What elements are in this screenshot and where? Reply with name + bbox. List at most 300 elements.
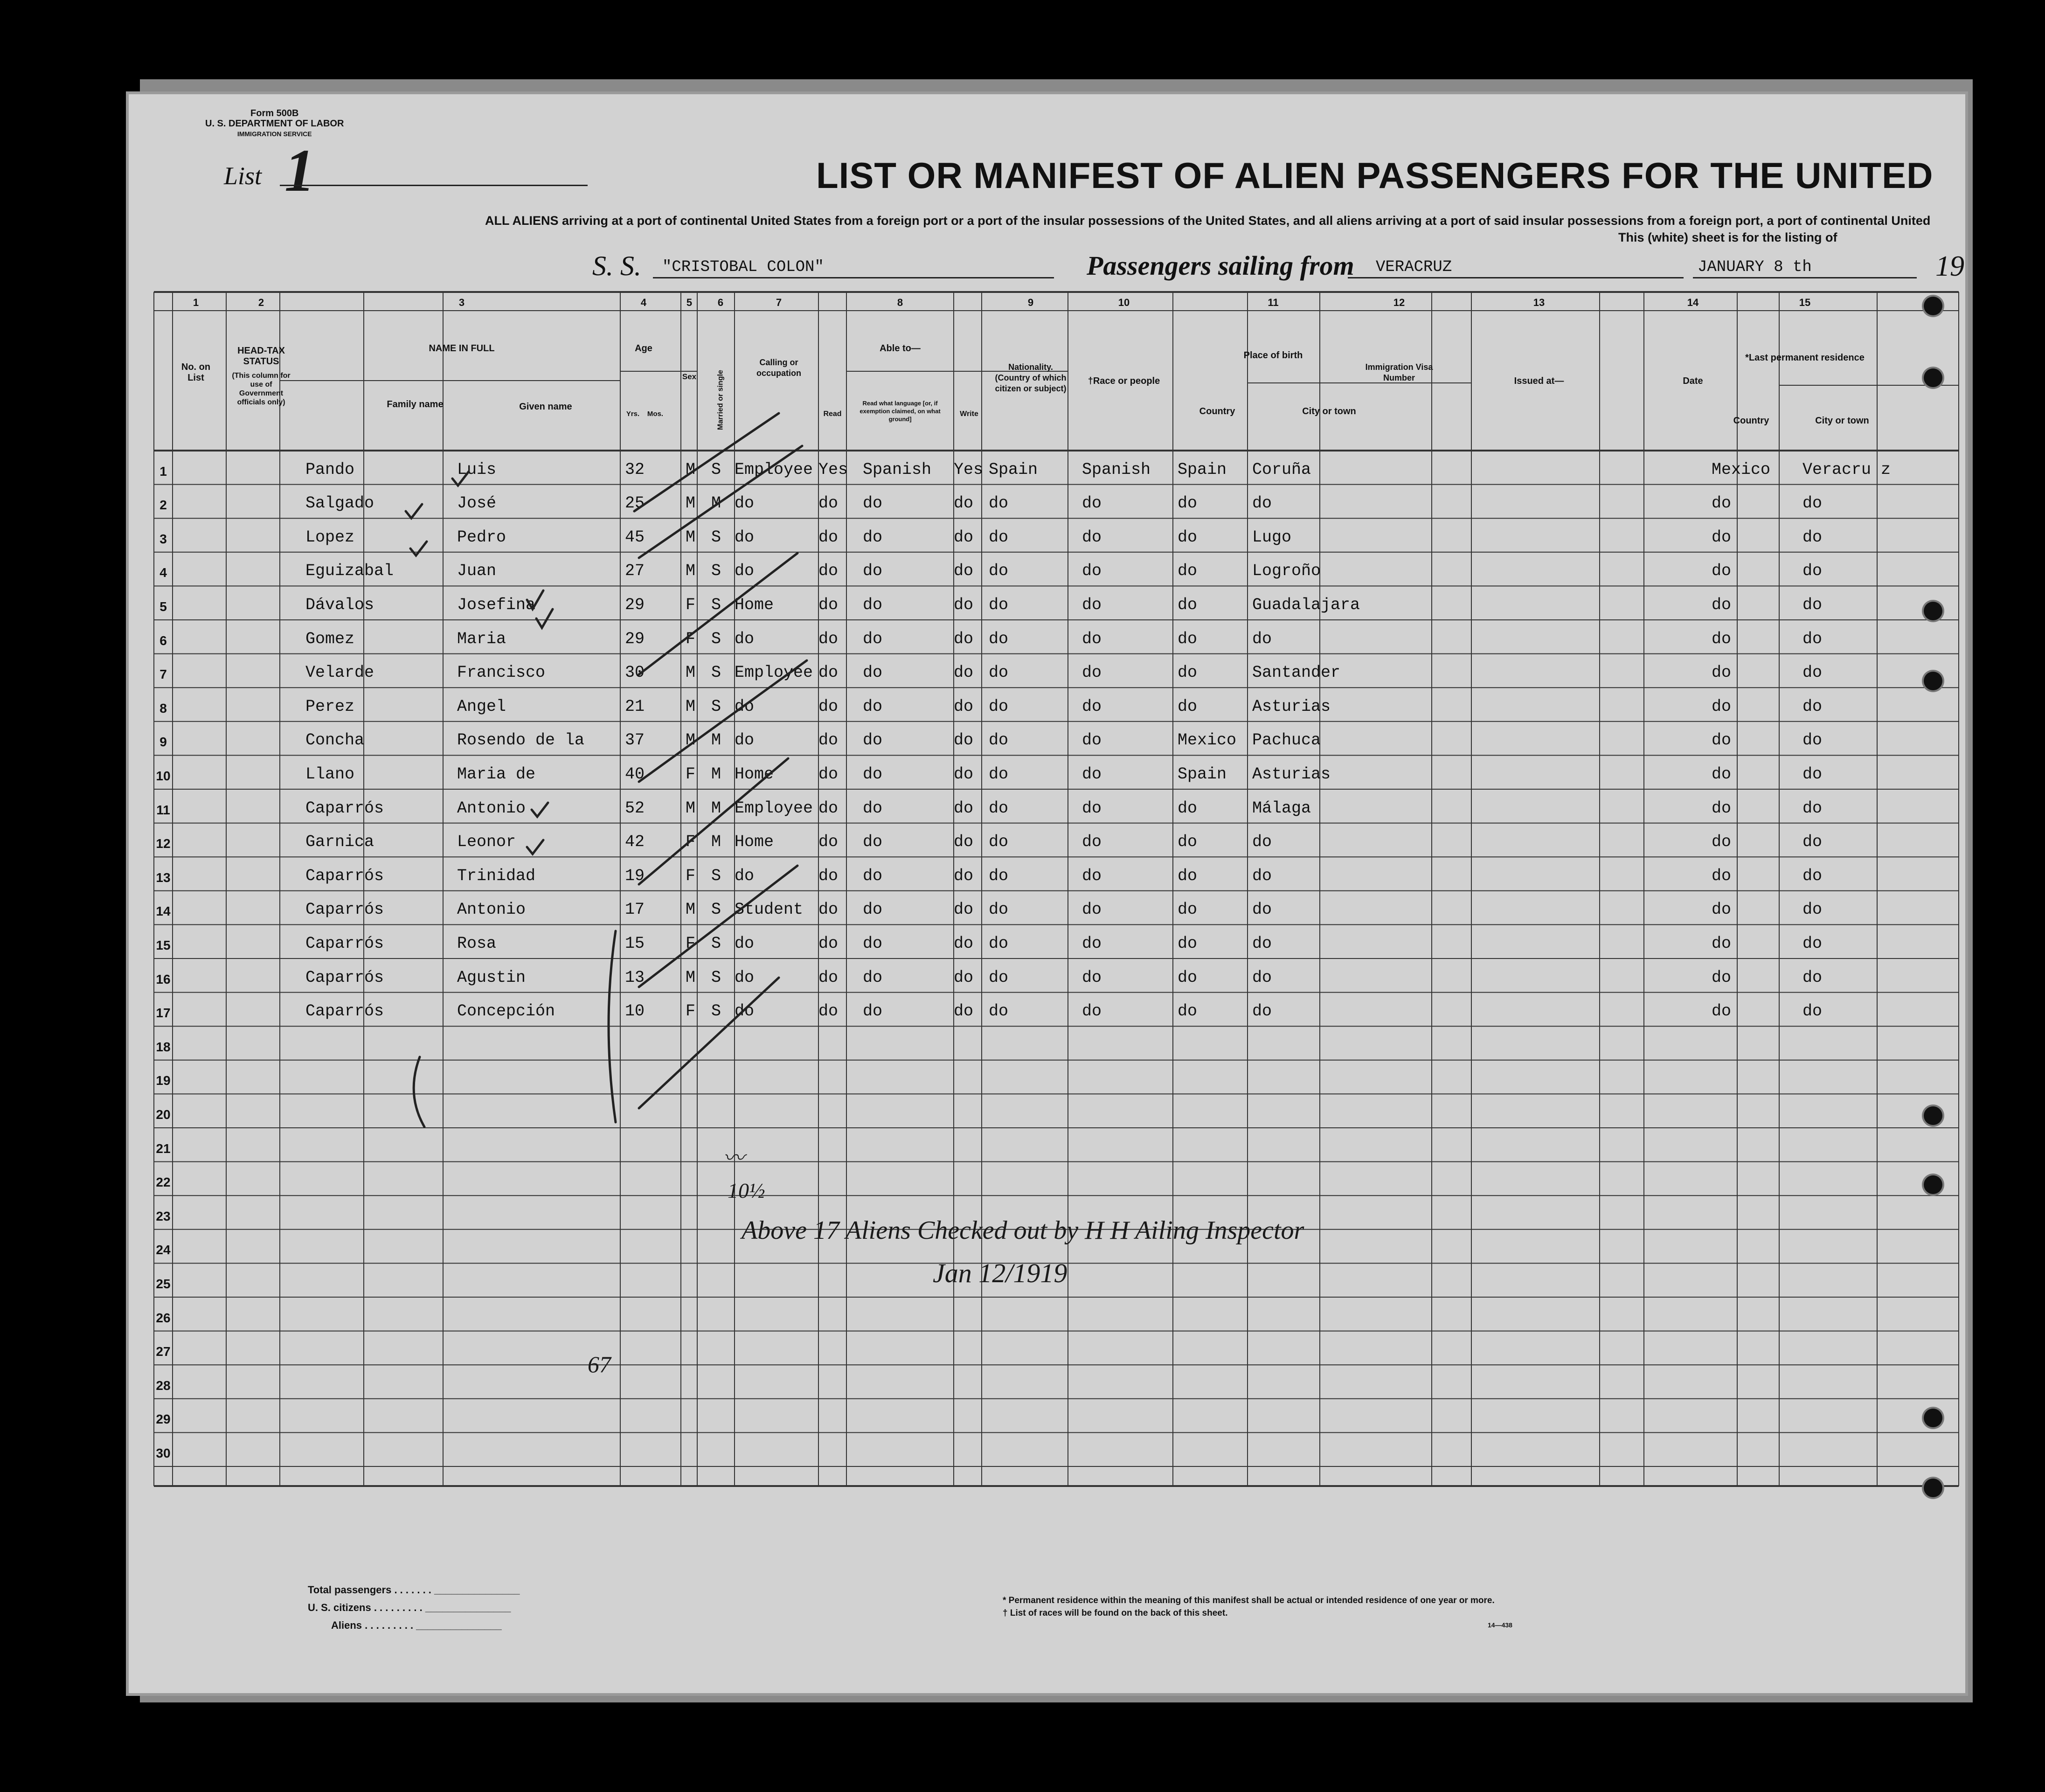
- passenger-birth-city: Logroño: [1252, 562, 1321, 581]
- passenger-language: do: [863, 866, 883, 885]
- row-number: 15: [156, 938, 171, 952]
- list-number: 1: [284, 137, 315, 204]
- passenger-occupation: Student: [735, 900, 804, 919]
- row-number: 11: [156, 802, 170, 817]
- passenger-write: do: [954, 528, 974, 547]
- row-number: 28: [156, 1378, 171, 1393]
- departure-port: VERACRUZ: [1376, 258, 1452, 276]
- passenger-nationality: do: [989, 596, 1009, 614]
- passenger-nationality: do: [989, 833, 1009, 852]
- passenger-write: do: [954, 765, 974, 784]
- sailing-label: Passengers sailing from: [1087, 250, 1354, 281]
- header-age: Age: [635, 343, 652, 354]
- passenger-race: do: [1082, 866, 1102, 885]
- row-number: 12: [156, 836, 171, 851]
- passenger-age: 30: [625, 663, 645, 682]
- aliens-label: Aliens: [331, 1619, 362, 1631]
- passenger-language: do: [863, 697, 883, 716]
- passenger-family: Gomez: [305, 629, 355, 648]
- passenger-nationality: do: [989, 968, 1009, 987]
- passenger-marital: S: [711, 460, 721, 479]
- passenger-birth-country: do: [1178, 629, 1198, 648]
- row-number: 18: [156, 1039, 171, 1054]
- passenger-birth-country: do: [1178, 866, 1198, 885]
- passenger-race: do: [1082, 528, 1102, 547]
- passenger-res-country: do: [1712, 900, 1732, 919]
- row-number: 3: [159, 531, 167, 546]
- row-number: 5: [159, 599, 167, 614]
- checkmark-stroke: [639, 866, 797, 987]
- passenger-given: Pedro: [457, 528, 506, 547]
- passenger-birth-country: do: [1178, 596, 1198, 614]
- header-last-residence: *Last permanent residence: [1745, 353, 1865, 363]
- passenger-age: 45: [625, 528, 645, 547]
- col-number-14: 14: [1687, 297, 1699, 308]
- passenger-race: do: [1082, 765, 1102, 784]
- handwritten-checkmarks: [126, 91, 1968, 1696]
- passenger-given: Luis: [457, 460, 497, 479]
- passenger-nationality: do: [989, 562, 1009, 581]
- passenger-race: do: [1082, 799, 1102, 818]
- passenger-age: 40: [625, 765, 645, 784]
- passenger-birth-city: do: [1252, 494, 1272, 513]
- passenger-language: do: [863, 596, 883, 614]
- passenger-family: Caparrós: [305, 900, 384, 919]
- header-date: Date: [1683, 376, 1703, 386]
- passenger-race: do: [1082, 900, 1102, 919]
- passenger-marital: M: [711, 494, 721, 513]
- row-number: 19: [156, 1073, 171, 1088]
- passenger-res-city: do: [1802, 833, 1823, 852]
- passenger-nationality: do: [989, 629, 1009, 648]
- passenger-marital: S: [711, 1002, 721, 1021]
- passenger-nationality: do: [989, 900, 1009, 919]
- header-residence-country: Country: [1733, 416, 1769, 426]
- header-given-name: Given name: [519, 402, 572, 412]
- passenger-sex: F: [686, 1002, 696, 1021]
- passenger-sex: M: [686, 799, 696, 818]
- bracket-stroke: [609, 931, 616, 1122]
- ship-name: "CRISTOBAL COLON": [662, 258, 824, 276]
- passenger-birth-country: do: [1178, 799, 1198, 818]
- passenger-language: do: [863, 799, 883, 818]
- passenger-read: do: [818, 765, 839, 784]
- passenger-sex: M: [686, 968, 696, 987]
- passenger-nationality: do: [989, 663, 1009, 682]
- passenger-occupation: Employee: [735, 663, 813, 682]
- passenger-marital: M: [711, 833, 721, 852]
- passenger-res-country: Mexico: [1712, 460, 1771, 479]
- passenger-marital: M: [711, 799, 721, 818]
- binder-hole-icon: [1924, 1175, 1942, 1194]
- row-number: 4: [159, 565, 167, 580]
- passenger-marital: S: [711, 900, 721, 919]
- passenger-given: Leonor: [457, 833, 516, 852]
- passenger-read: do: [818, 968, 839, 987]
- passenger-res-country: do: [1712, 596, 1732, 614]
- passenger-family: Lopez: [305, 528, 355, 547]
- passenger-res-city: do: [1802, 697, 1823, 716]
- passenger-birth-country: Spain: [1178, 765, 1227, 784]
- passenger-sex: F: [686, 934, 696, 953]
- passenger-marital: S: [711, 697, 721, 716]
- passenger-res-city: do: [1802, 731, 1823, 750]
- row-number: 21: [156, 1141, 171, 1156]
- row-number: 2: [159, 498, 167, 513]
- passenger-write: do: [954, 562, 974, 581]
- passenger-family: Salgado: [305, 494, 374, 513]
- handwritten-inspector-note: Above 17 Aliens Checked out by H H Ailing Inspector: [742, 1216, 1304, 1245]
- row-number: 8: [159, 701, 167, 715]
- passenger-birth-city: Coruña: [1252, 460, 1311, 479]
- passenger-res-city: do: [1802, 765, 1823, 784]
- binder-hole-icon: [1924, 1106, 1942, 1125]
- checkmark-stroke: [634, 413, 779, 511]
- passenger-read: do: [818, 866, 839, 885]
- row-number: 9: [159, 735, 167, 750]
- header-sex: Sex: [682, 372, 697, 381]
- passenger-res-country: do: [1712, 562, 1732, 581]
- header-issued-at: Issued at—: [1514, 376, 1564, 386]
- passenger-marital: S: [711, 663, 721, 682]
- passenger-nationality: do: [989, 765, 1009, 784]
- header-yrs: Yrs.: [626, 410, 640, 418]
- passenger-birth-city: do: [1252, 1002, 1272, 1021]
- col-number-13: 13: [1533, 297, 1545, 308]
- passenger-occupation: do: [735, 934, 755, 953]
- col-number-4: 4: [640, 297, 647, 308]
- bracket-stroke: [414, 1057, 424, 1127]
- passenger-sex: F: [686, 765, 696, 784]
- passenger-age: 17: [625, 900, 645, 919]
- passenger-birth-country: do: [1178, 528, 1198, 547]
- header-head-tax: HEAD-TAX STATUS: [237, 346, 285, 367]
- passenger-res-country: do: [1712, 494, 1732, 513]
- col-number-3: 3: [458, 297, 465, 308]
- passenger-write: do: [954, 833, 974, 852]
- passenger-birth-city: Asturias: [1252, 765, 1331, 784]
- header-married-single: Married or single: [716, 370, 725, 430]
- passenger-birth-country: do: [1178, 968, 1198, 987]
- passenger-read: do: [818, 900, 839, 919]
- col-number-8: 8: [897, 297, 903, 308]
- passenger-language: do: [863, 900, 883, 919]
- passenger-birth-country: do: [1178, 934, 1198, 953]
- passenger-marital: S: [711, 528, 721, 547]
- passenger-language: do: [863, 934, 883, 953]
- passenger-age: 27: [625, 562, 645, 581]
- passenger-res-city: Veracru z: [1802, 460, 1891, 479]
- passenger-family: Caparrós: [305, 934, 384, 953]
- passenger-write: do: [954, 968, 974, 987]
- row-number: 1: [159, 464, 167, 479]
- binder-hole-icon: [1924, 672, 1942, 690]
- binder-hole-icon: [1924, 297, 1942, 315]
- passenger-read: do: [818, 697, 839, 716]
- check-tick: [527, 590, 543, 609]
- footer-form-code: 14—438: [1488, 1621, 1512, 1629]
- passenger-age: 29: [625, 629, 645, 648]
- passenger-language: do: [863, 663, 883, 682]
- passenger-res-country: do: [1712, 663, 1732, 682]
- passenger-res-country: do: [1712, 697, 1732, 716]
- passenger-nationality: do: [989, 731, 1009, 750]
- passenger-given: Maria: [457, 629, 506, 648]
- row-number: 17: [156, 1006, 171, 1021]
- passenger-occupation: do: [735, 731, 755, 750]
- passenger-read: do: [818, 494, 839, 513]
- passenger-sex: F: [686, 596, 696, 614]
- passenger-marital: S: [711, 596, 721, 614]
- passenger-res-city: do: [1802, 866, 1823, 885]
- passenger-read: do: [818, 528, 839, 547]
- passenger-birth-city: do: [1252, 866, 1272, 885]
- passenger-race: do: [1082, 697, 1102, 716]
- row-number: 24: [156, 1243, 171, 1257]
- passenger-marital: M: [711, 765, 721, 784]
- passenger-race: do: [1082, 833, 1102, 852]
- passenger-family: Llano: [305, 765, 355, 784]
- passenger-race: Spanish: [1082, 460, 1151, 479]
- passenger-read: do: [818, 934, 839, 953]
- passenger-sex: M: [686, 460, 696, 479]
- header-no-on-list: No. on List: [181, 362, 211, 383]
- header-visa-number: Immigration Visa Number: [1365, 362, 1433, 382]
- passenger-given: Antonio: [457, 900, 526, 919]
- passenger-occupation: do: [735, 968, 755, 987]
- passenger-race: do: [1082, 663, 1102, 682]
- passenger-given: Agustin: [457, 968, 526, 987]
- passenger-occupation: Employee: [735, 799, 813, 818]
- passenger-language: do: [863, 731, 883, 750]
- passenger-given: Trinidad: [457, 866, 536, 885]
- checkmark-stroke: [639, 978, 779, 1108]
- header-place-of-birth: Place of birth: [1243, 350, 1303, 361]
- passenger-age: 32: [625, 460, 645, 479]
- passenger-age: 42: [625, 833, 645, 852]
- passenger-read: do: [818, 562, 839, 581]
- passenger-write: do: [954, 494, 974, 513]
- passenger-res-country: do: [1712, 629, 1732, 648]
- checkmark-stroke: [639, 553, 797, 674]
- manifest-title: LIST OR MANIFEST OF ALIEN PASSENGERS FOR THE UNITED: [816, 155, 1934, 196]
- department-name: U. S. DEPARTMENT OF LABOR: [205, 118, 344, 129]
- passenger-marital: S: [711, 866, 721, 885]
- passenger-sex: M: [686, 731, 696, 750]
- passenger-language: do: [863, 629, 883, 648]
- passenger-age: 21: [625, 697, 645, 716]
- row-number: 20: [156, 1107, 171, 1122]
- row-number: 22: [156, 1175, 171, 1190]
- us-citizens-label: U. S. citizens: [308, 1602, 371, 1613]
- passenger-res-city: do: [1802, 494, 1823, 513]
- passenger-birth-city: Lugo: [1252, 528, 1292, 547]
- header-read-language: Read what language [or, if exemption claimed, on what ground]: [860, 400, 941, 423]
- passenger-marital: S: [711, 562, 721, 581]
- passenger-occupation: do: [735, 866, 755, 885]
- col-number-1: 1: [193, 297, 199, 308]
- passenger-given: Antonio: [457, 799, 526, 818]
- passenger-family: Caparrós: [305, 799, 384, 818]
- passenger-given: Juan: [457, 562, 497, 581]
- passenger-sex: M: [686, 697, 696, 716]
- header-read: Read: [823, 410, 842, 418]
- header-birth-city: City or town: [1302, 406, 1356, 417]
- passenger-occupation: do: [735, 697, 755, 716]
- footer-aliens: Aliens . . . . . . . . . _______________: [331, 1619, 502, 1631]
- passenger-sex: M: [686, 900, 696, 919]
- handwritten-margin-mark: 10½: [728, 1179, 765, 1202]
- passenger-res-city: do: [1802, 968, 1823, 987]
- passenger-read: Yes: [818, 460, 848, 479]
- passenger-res-city: do: [1802, 596, 1823, 614]
- passenger-family: Caparrós: [305, 968, 384, 987]
- passenger-write: do: [954, 866, 974, 885]
- handwritten-note-date: Jan 12/1919: [933, 1258, 1068, 1288]
- passenger-occupation: do: [735, 494, 755, 513]
- passenger-birth-country: do: [1178, 663, 1198, 682]
- passenger-language: do: [863, 494, 883, 513]
- passenger-birth-country: do: [1178, 562, 1198, 581]
- passenger-read: do: [818, 1002, 839, 1021]
- passenger-write: do: [954, 697, 974, 716]
- row-number: 10: [156, 769, 171, 783]
- checkmark-stroke: [639, 446, 802, 558]
- passenger-occupation: do: [735, 562, 755, 581]
- manifest-subtitle-continued: This (white) sheet is for the listing of: [1618, 230, 1837, 244]
- passenger-birth-city: do: [1252, 629, 1272, 648]
- passenger-language: do: [863, 1002, 883, 1021]
- passenger-birth-city: do: [1252, 833, 1272, 852]
- col-number-15: 15: [1799, 297, 1811, 308]
- passenger-res-city: do: [1802, 629, 1823, 648]
- passenger-nationality: do: [989, 799, 1009, 818]
- passenger-read: do: [818, 596, 839, 614]
- row-number: 29: [156, 1412, 171, 1427]
- passenger-res-city: do: [1802, 900, 1823, 919]
- footer-us-citizens: U. S. citizens . . . . . . . . . _______________: [308, 1602, 511, 1613]
- passenger-age: 29: [625, 596, 645, 614]
- passenger-res-city: do: [1802, 528, 1823, 547]
- sailing-year: 19: [1935, 250, 1964, 282]
- passenger-birth-country: do: [1178, 697, 1198, 716]
- check-tick: [452, 472, 469, 486]
- header-family-name: Family name: [387, 399, 444, 410]
- passenger-sex: M: [686, 562, 696, 581]
- checkmark-stroke: [639, 758, 788, 884]
- check-tick: [527, 840, 543, 854]
- passenger-res-city: do: [1802, 799, 1823, 818]
- passenger-read: do: [818, 833, 839, 852]
- passenger-sex: F: [686, 629, 696, 648]
- passenger-race: do: [1082, 731, 1102, 750]
- passenger-occupation: Employee: [735, 460, 813, 479]
- col-number-5: 5: [686, 297, 693, 308]
- passenger-race: do: [1082, 968, 1102, 987]
- header-nationality: Nationality. (Country of which citizen or subject): [995, 362, 1067, 393]
- total-passengers-label: Total passengers: [308, 1584, 392, 1596]
- passenger-given: Maria de: [457, 765, 536, 784]
- passenger-language: do: [863, 968, 883, 987]
- passenger-res-city: do: [1802, 1002, 1823, 1021]
- passenger-nationality: Spain: [989, 460, 1038, 479]
- binder-hole-icon: [1924, 368, 1942, 387]
- passenger-nationality: do: [989, 697, 1009, 716]
- binder-hole-icon: [1924, 602, 1942, 620]
- row-number: 6: [159, 633, 167, 648]
- passenger-res-city: do: [1802, 934, 1823, 953]
- passenger-race: do: [1082, 596, 1102, 614]
- passenger-race: do: [1082, 934, 1102, 953]
- passenger-family: Pando: [305, 460, 355, 479]
- check-tick: [532, 803, 548, 817]
- header-residence-city: City or town: [1815, 416, 1869, 426]
- passenger-family: Perez: [305, 697, 355, 716]
- passenger-birth-country: do: [1178, 833, 1198, 852]
- passenger-read: do: [818, 629, 839, 648]
- passenger-age: 37: [625, 731, 645, 750]
- footer-total-passengers: Total passengers . . . . . . . _______________: [308, 1584, 520, 1596]
- row-number: 27: [156, 1344, 171, 1359]
- row-number: 16: [156, 972, 171, 986]
- passenger-family: Dávalos: [305, 596, 374, 614]
- passenger-res-country: do: [1712, 833, 1732, 852]
- passenger-family: Caparrós: [305, 866, 384, 885]
- passenger-birth-country: do: [1178, 1002, 1198, 1021]
- passenger-write: do: [954, 934, 974, 953]
- passenger-res-country: do: [1712, 866, 1732, 885]
- passenger-given: Concepción: [457, 1002, 555, 1021]
- form-number: Form 500B: [250, 108, 299, 118]
- col-number-12: 12: [1393, 297, 1405, 308]
- passenger-occupation: do: [735, 629, 755, 648]
- row-number: 23: [156, 1209, 171, 1223]
- passenger-nationality: do: [989, 934, 1009, 953]
- ss-label: S. S.: [592, 250, 641, 281]
- passenger-occupation: do: [735, 1002, 755, 1021]
- service-name: IMMIGRATION SERVICE: [237, 130, 312, 138]
- passenger-race: do: [1082, 562, 1102, 581]
- passenger-birth-country: Spain: [1178, 460, 1227, 479]
- passenger-family: Caparrós: [305, 1002, 384, 1021]
- passenger-occupation: Home: [735, 833, 774, 852]
- passenger-birth-country: do: [1178, 900, 1198, 919]
- passenger-language: Spanish: [863, 460, 932, 479]
- passenger-age: 52: [625, 799, 645, 818]
- list-label: List: [224, 162, 262, 190]
- passenger-sex: F: [686, 866, 696, 885]
- passenger-read: do: [818, 731, 839, 750]
- passenger-nationality: do: [989, 866, 1009, 885]
- row-number: 25: [156, 1277, 171, 1291]
- col-number-10: 10: [1118, 297, 1130, 308]
- passenger-res-country: do: [1712, 799, 1732, 818]
- passenger-language: do: [863, 833, 883, 852]
- passenger-res-country: do: [1712, 731, 1732, 750]
- footer-note-races: † List of races will be found on the back of this sheet.: [1003, 1608, 1228, 1618]
- passenger-birth-city: Málaga: [1252, 799, 1311, 818]
- header-write: Write: [960, 410, 978, 418]
- passenger-language: do: [863, 765, 883, 784]
- handwritten-page-mark: 67: [588, 1351, 611, 1377]
- passenger-given: Francisco: [457, 663, 546, 682]
- passenger-birth-city: Pachuca: [1252, 731, 1321, 750]
- check-tick: [406, 504, 422, 518]
- passenger-write: do: [954, 1002, 974, 1021]
- manifest-sheet: [126, 91, 1968, 1696]
- passenger-nationality: do: [989, 528, 1009, 547]
- passenger-res-country: do: [1712, 934, 1732, 953]
